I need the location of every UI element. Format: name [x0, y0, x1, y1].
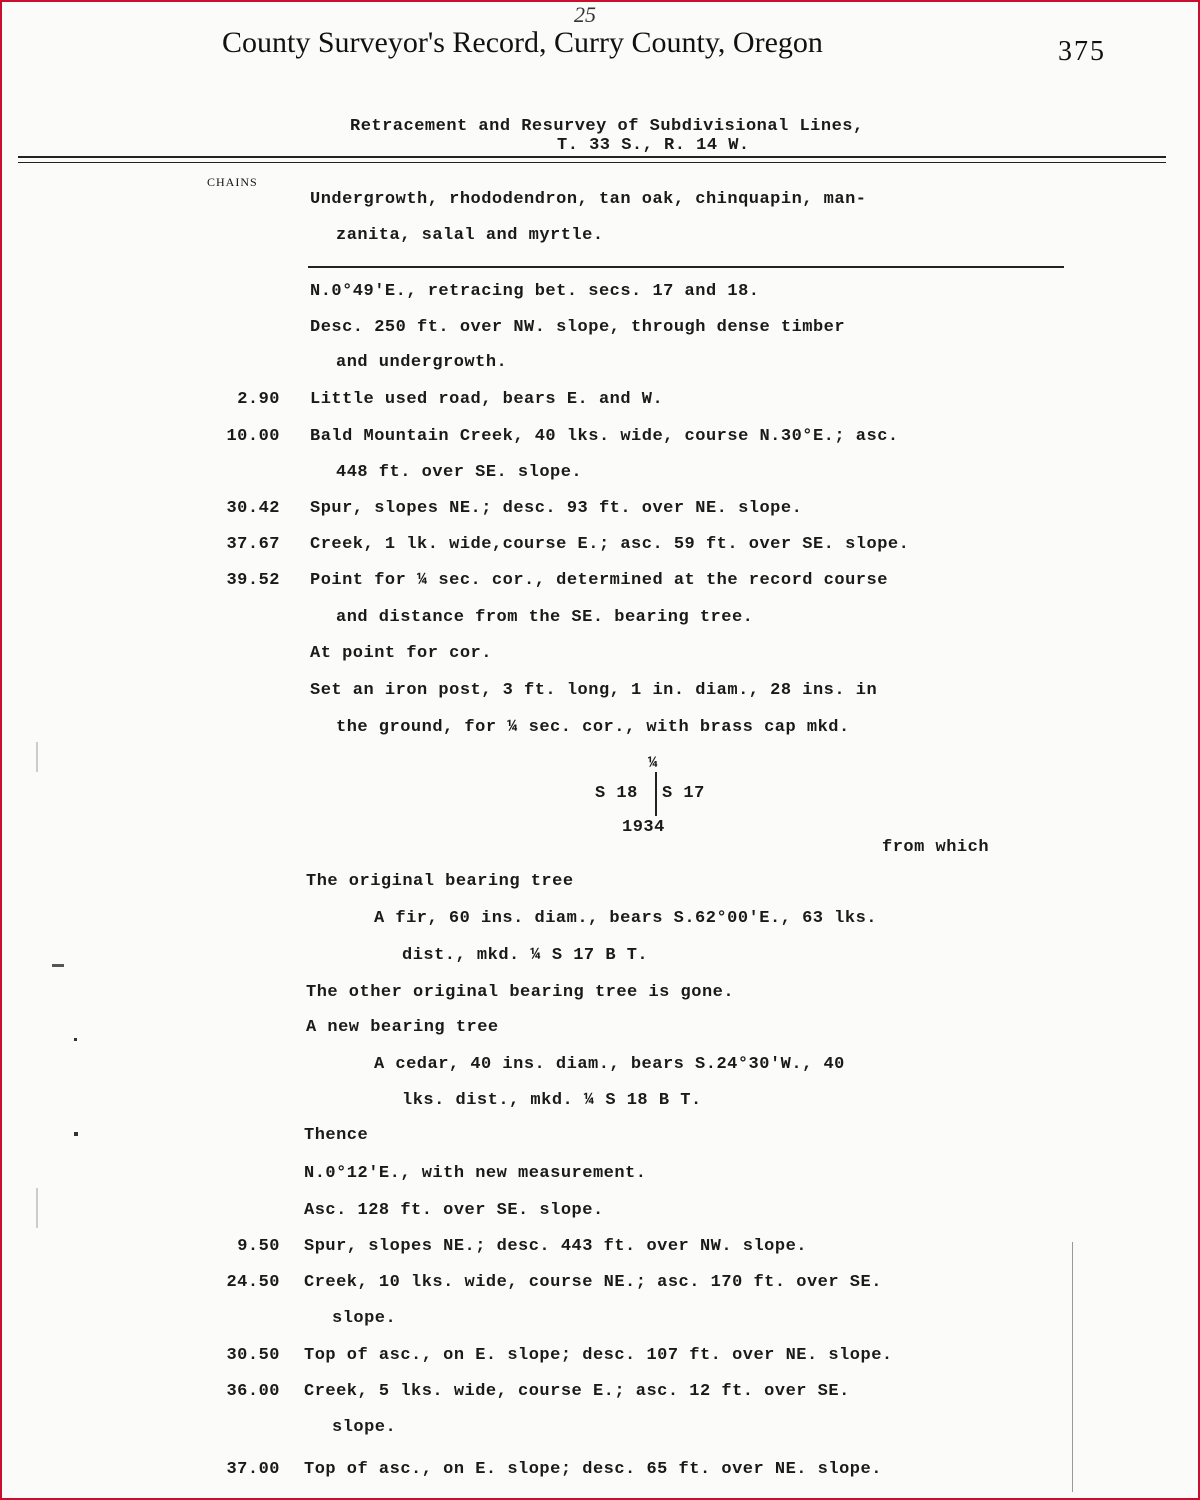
chains-value: 37.00 — [226, 1460, 280, 1479]
entry-line: slope. — [332, 1418, 397, 1437]
entry-line: N.0°12'E., with new measurement. — [304, 1164, 647, 1183]
header-rule-bottom — [18, 162, 1166, 163]
entry-line: Creek, 1 lk. wide,course E.; asc. 59 ft. over SE. slope. — [310, 535, 910, 554]
section-divider — [308, 266, 1064, 268]
scan-edge-line — [1072, 1242, 1073, 1492]
entry-line: Set an iron post, 3 ft. long, 1 in. diam., 28 ins. in — [310, 681, 878, 700]
intro-line-1: Undergrowth, rhododendron, tan oak, chinquapin, man- — [310, 190, 867, 209]
entry-line: At point for cor. — [310, 644, 492, 663]
bearing-tree-gone: The other original bearing tree is gone. — [306, 983, 735, 1002]
chains-value: 30.42 — [226, 499, 280, 518]
chains-value: 30.50 — [226, 1346, 280, 1365]
cap-marking-year: 1934 — [622, 818, 665, 837]
entry-line: Spur, slopes NE.; desc. 93 ft. over NE. slope. — [310, 499, 803, 518]
entry-line: Top of asc., on E. slope; desc. 65 ft. over NE. slope. — [304, 1460, 882, 1479]
bearing-tree-line: A cedar, 40 ins. diam., bears S.24°30'W., 40 — [374, 1055, 845, 1074]
header-rule-top — [18, 156, 1166, 158]
page-title: County Surveyor's Record, Curry County, Oregon — [222, 26, 823, 59]
entry-line: Point for ¼ sec. cor., determined at the record course — [310, 571, 888, 590]
entry-line: 448 ft. over SE. slope. — [336, 463, 583, 482]
entry-line: Creek, 5 lks. wide, course E.; asc. 12 ft. over SE. — [304, 1382, 850, 1401]
from-which: from which — [882, 838, 990, 857]
chains-value: 36.00 — [226, 1382, 280, 1401]
entry-line: N.0°49'E., retracing bet. secs. 17 and 18. — [310, 282, 760, 301]
entry-line: slope. — [332, 1309, 397, 1328]
entry-line: Top of asc., on E. slope; desc. 107 ft. over NE. slope. — [304, 1346, 893, 1365]
bearing-tree-heading: The original bearing tree — [306, 872, 574, 891]
chains-value: 24.50 — [226, 1273, 280, 1292]
scan-margin-mark — [36, 1188, 38, 1228]
bearing-tree-heading: A new bearing tree — [306, 1018, 499, 1037]
chains-value: 39.52 — [226, 571, 280, 590]
page-number: 375 — [1058, 36, 1106, 67]
cap-marking-left: S 18 — [595, 784, 638, 803]
cap-marking-quarter: ¼ — [648, 754, 659, 772]
entry-line: and undergrowth. — [336, 353, 508, 372]
entry-line: Little used road, bears E. and W. — [310, 390, 664, 409]
cap-marking-right: S 17 — [662, 784, 705, 803]
bearing-tree-line: A fir, 60 ins. diam., bears S.62°00'E., 63 lks. — [374, 909, 877, 928]
chains-value: 9.50 — [237, 1237, 280, 1256]
bearing-tree-line: dist., mkd. ¼ S 17 B T. — [402, 946, 649, 965]
chains-value: 10.00 — [226, 427, 280, 446]
entry-line: Creek, 10 lks. wide, course NE.; asc. 170 ft. over SE. — [304, 1273, 882, 1292]
chains-value: 2.90 — [237, 390, 280, 409]
chains-value: 37.67 — [226, 535, 280, 554]
entry-line: Spur, slopes NE.; desc. 443 ft. over NW. slope. — [304, 1237, 807, 1256]
subtitle-line-2: T. 33 S., R. 14 W. — [557, 136, 750, 155]
scan-margin-mark — [74, 1132, 78, 1136]
intro-line-2: zanita, salal and myrtle. — [336, 226, 604, 245]
entry-line: Asc. 128 ft. over SE. slope. — [304, 1201, 604, 1220]
handwritten-note: 25 — [574, 2, 596, 27]
scan-margin-mark — [36, 742, 38, 772]
subtitle-line-1: Retracement and Resurvey of Subdivisional Lines, — [350, 117, 864, 136]
entry-line: Bald Mountain Creek, 40 lks. wide, course N.30°E.; asc. — [310, 427, 899, 446]
scan-margin-mark — [52, 964, 64, 967]
entry-line: Thence — [304, 1126, 369, 1145]
entry-line: the ground, for ¼ sec. cor., with brass cap mkd. — [336, 718, 850, 737]
scan-margin-mark — [74, 1038, 77, 1041]
cap-marking-divider — [655, 772, 657, 816]
bearing-tree-line: lks. dist., mkd. ¼ S 18 B T. — [402, 1091, 702, 1110]
entry-line: and distance from the SE. bearing tree. — [336, 608, 754, 627]
entry-line: Desc. 250 ft. over NW. slope, through dense timber — [310, 318, 846, 337]
column-header-chains: CHAINS — [207, 175, 258, 189]
